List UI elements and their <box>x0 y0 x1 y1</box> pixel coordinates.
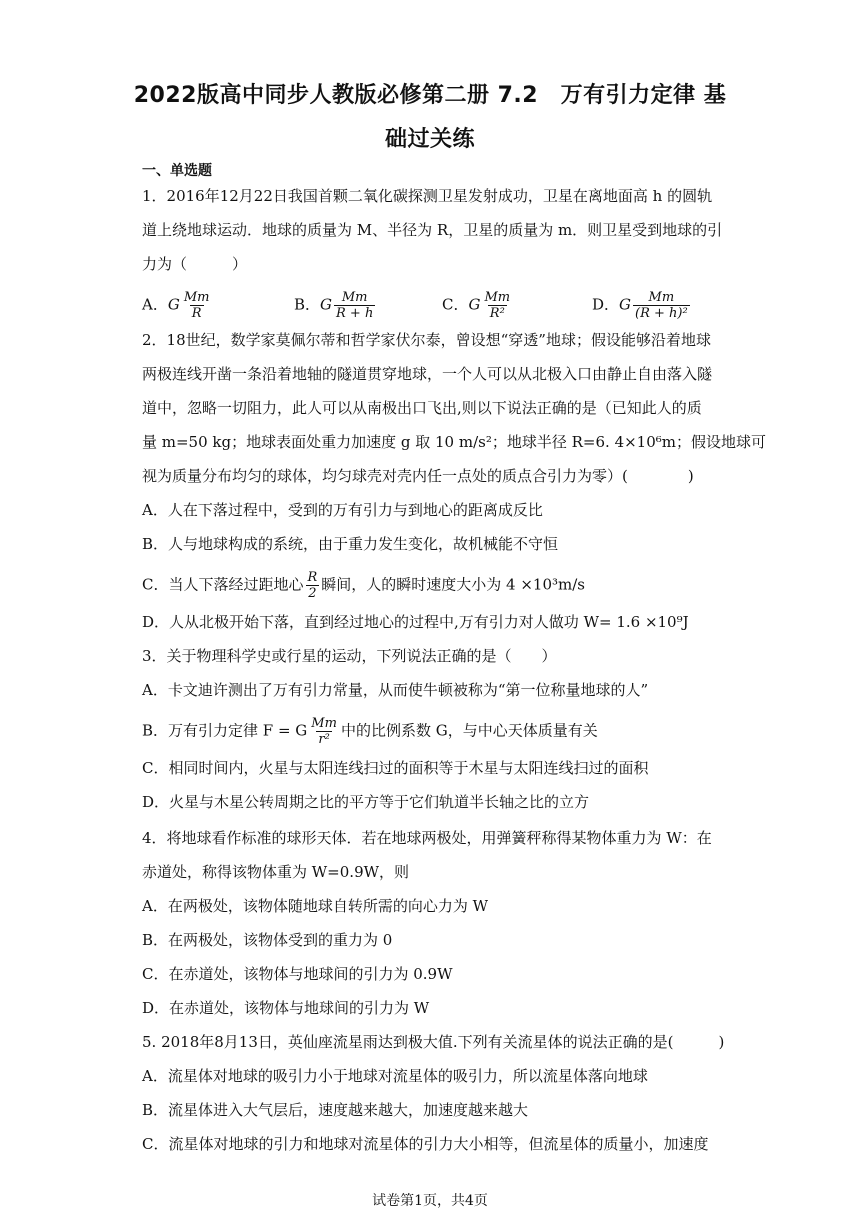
q2-option-a: A．人在下落过程中，受到的万有引力与到地心的距离成反比 <box>142 501 543 519</box>
q2-line5: 视为质量分布均匀的球体，均匀球壳对壳内任一点处的质点合引力为零）( ) <box>142 467 694 485</box>
q2-line2: 两极连线开凿一条沿着地轴的隧道贯穿地球，一个人可以从北极入口由静止自由落入隧 <box>142 365 713 383</box>
section-heading: 一、单选题 <box>142 163 212 179</box>
page-footer: 试卷第1页，共4页 <box>372 1193 488 1209</box>
q5-option-b: B．流星体进入大气层后，速度越来越大，加速度越来越大 <box>142 1101 529 1119</box>
q1-option-a: A．G $\frac{Mm}{R}$ <box>142 290 210 321</box>
q2-line3: 道中，忽略一切阻力，此人可以从南极出口飞出,则以下说法正确的是（已知此人的质 <box>142 399 702 417</box>
q1-line3: 力为（ ） <box>142 255 248 273</box>
q1-line2: 道上绕地球运动．地球的质量为 M、半径为 R，卫星的质量为 m．则卫星受到地球的引 <box>142 221 723 239</box>
q2-option-d: D．人从北极开始下落，直到经过地心的过程中,万有引力对人做功 W= 1.6 ×10⁹J <box>142 613 689 631</box>
q3-option-c: C．相同时间内，火星与太阳连线扫过的面积等于木星与太阳连线扫过的面积 <box>142 759 649 777</box>
q1-option-b: B．G $\frac{Mm}{R + h}$ <box>294 290 374 321</box>
q1-option-d: D．G $\frac{Mm}{\text{(R + h)²}}$ <box>592 290 688 321</box>
q3-option-a: A．卡文迪许测出了万有引力常量，从而使牛顿被称为“第一位称量地球的人” <box>142 681 649 699</box>
q4-line2: 赤道处，称得该物体重为 W=0.9W，则 <box>142 863 410 881</box>
q2-option-b: B．人与地球构成的系统，由于重力发生变化，故机械能不守恒 <box>142 535 559 553</box>
q5-option-c: C．流星体对地球的引力和地球对流星体的引力大小相等，但流星体的质量小，加速度 <box>142 1135 709 1153</box>
q2-line1: 2．18世纪，数学家莫佩尔蒂和哲学家伏尔泰，曾设想“穿透”地球；假设能够沿着地球 <box>142 331 711 349</box>
q5-option-a: A．流星体对地球的吸引力小于地球对流星体的吸引力，所以流星体落向地球 <box>142 1067 648 1085</box>
q2-option-c: C．当人下落经过距地心 $\frac{R}{2}$ 瞬间，人的瞬时速度大小为 4 ×10³m/s <box>142 570 586 601</box>
q5-line1: 5. 2018年8月13日，英仙座流星雨达到极大值.下列有关流星体的说法正确的是( ) <box>142 1033 725 1051</box>
q4-option-b: B．在两极处，该物体受到的重力为 0 <box>142 931 393 949</box>
page-title-line2: 础过关练 <box>384 127 475 152</box>
q1-option-c: C．G $\frac{Mm}{\text{R²}}$ <box>442 290 511 321</box>
q4-option-a: A．在两极处，该物体随地球自转所需的向心力为 W <box>142 897 489 915</box>
q3-option-d: D．火星与木星公转周期之比的平方等于它们轨道半长轴之比的立方 <box>142 793 590 811</box>
q4-option-c: C．在赤道处，该物体与地球间的引力为 0.9W <box>142 965 453 983</box>
q1-line1: 1．2016年12月22日我国首颗二氧化碳探测卫星发射成功，卫星在离地面高 h 的圆轨 <box>142 187 713 205</box>
q3-line1: 3．关于物理科学史或行星的运动，下列说法正确的是（ ） <box>142 647 557 665</box>
q4-option-d: D．在赤道处，该物体与地球间的引力为 W <box>142 999 430 1017</box>
q3-option-b: B．万有引力定律 F = G $\frac{Mm}{\text{r²}}$ 中的比例系数 G，与中心天体质量有关 <box>142 716 598 747</box>
page-title-line1: 2022版高中同步人教版必修第二册 7.2 万有引力定律 基 <box>133 83 727 108</box>
q2-line4: 量 m=50 kg；地球表面处重力加速度 g 取 10 m/s²；地球半径 R=6. 4×10⁶m；假设地球可 <box>142 433 767 451</box>
q4-line1: 4．将地球看作标准的球形天体．若在地球两极处，用弹簧秤称得某物体重力为 W：在 <box>142 829 712 847</box>
